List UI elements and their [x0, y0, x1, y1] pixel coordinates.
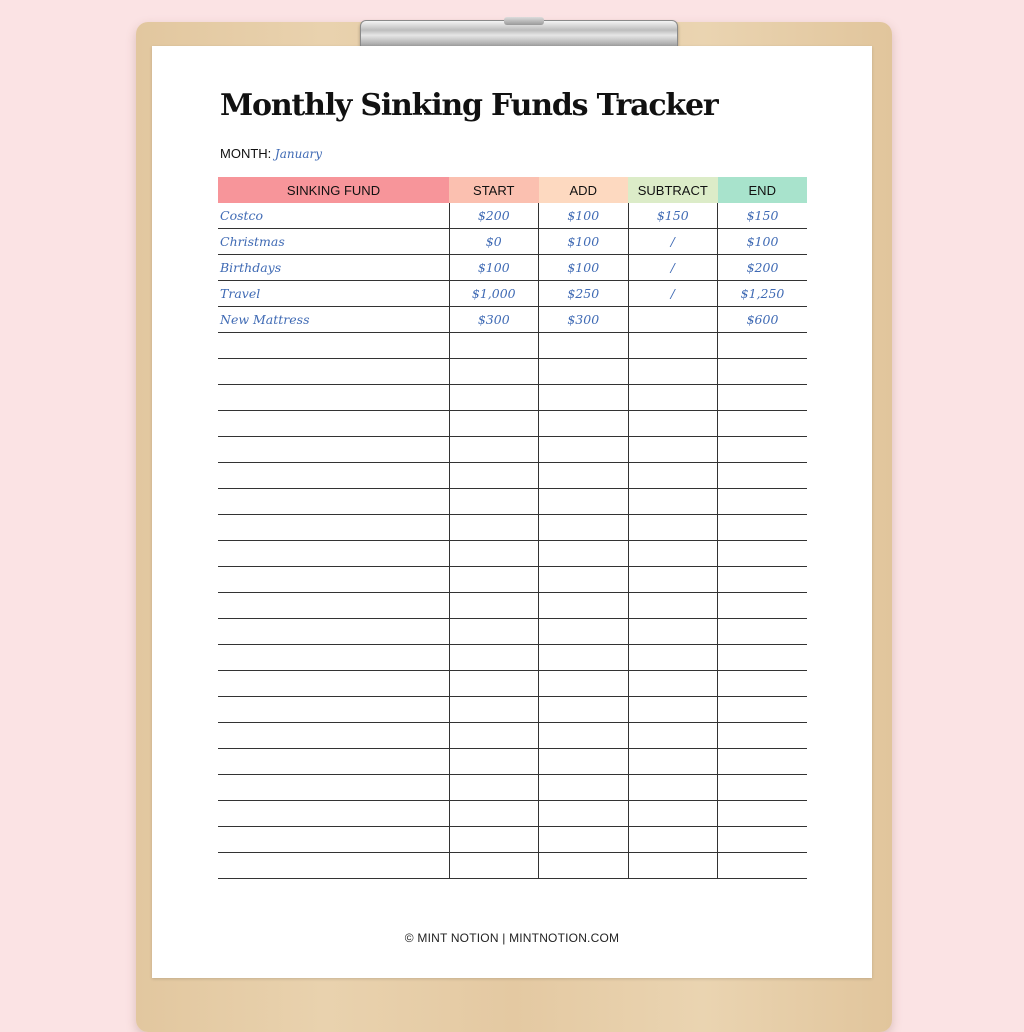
- empty-cell: [449, 411, 539, 437]
- empty-cell: [449, 359, 539, 385]
- empty-cell: [449, 645, 539, 671]
- empty-cell: [449, 437, 539, 463]
- empty-cell: [628, 593, 718, 619]
- empty-cell: [628, 567, 718, 593]
- empty-cell: [718, 723, 808, 749]
- empty-cell: [218, 827, 449, 853]
- header-sinking-fund: SINKING FUND: [218, 177, 449, 203]
- empty-cell: [718, 385, 808, 411]
- month-value: January: [274, 147, 322, 161]
- cell-add: $100: [539, 203, 629, 229]
- empty-cell: [218, 593, 449, 619]
- empty-cell: [718, 567, 808, 593]
- page-title: Monthly Sinking Funds Tracker: [220, 88, 718, 123]
- empty-table-row: [218, 723, 807, 749]
- header-subtract: SUBTRACT: [628, 177, 718, 203]
- empty-table-row: [218, 489, 807, 515]
- empty-cell: [628, 411, 718, 437]
- empty-cell: [539, 463, 629, 489]
- empty-cell: [218, 489, 449, 515]
- empty-cell: [539, 385, 629, 411]
- empty-cell: [449, 489, 539, 515]
- empty-cell: [628, 489, 718, 515]
- empty-cell: [449, 567, 539, 593]
- header-end: END: [718, 177, 808, 203]
- cell-start: $200: [449, 203, 539, 229]
- empty-cell: [628, 671, 718, 697]
- empty-cell: [539, 749, 629, 775]
- empty-cell: [718, 645, 808, 671]
- empty-cell: [628, 853, 718, 879]
- empty-cell: [628, 541, 718, 567]
- empty-cell: [718, 411, 808, 437]
- empty-cell: [218, 619, 449, 645]
- empty-cell: [449, 671, 539, 697]
- empty-cell: [718, 671, 808, 697]
- empty-cell: [218, 359, 449, 385]
- cell-end: $200: [718, 255, 808, 281]
- table-row: [218, 307, 807, 333]
- funds-table: [218, 177, 807, 879]
- cell-fund-name: Travel: [218, 281, 449, 307]
- empty-cell: [628, 775, 718, 801]
- month-row: [220, 146, 322, 161]
- empty-cell: [449, 749, 539, 775]
- empty-cell: [218, 541, 449, 567]
- empty-cell: [218, 515, 449, 541]
- month-label: MONTH:: [220, 146, 272, 161]
- empty-cell: [718, 697, 808, 723]
- empty-cell: [628, 463, 718, 489]
- empty-table-row: [218, 619, 807, 645]
- empty-cell: [449, 853, 539, 879]
- empty-cell: [718, 359, 808, 385]
- empty-cell: [218, 411, 449, 437]
- empty-cell: [539, 515, 629, 541]
- table-row: [218, 229, 807, 255]
- empty-cell: [449, 723, 539, 749]
- cell-end: $100: [718, 229, 808, 255]
- table-row: [218, 203, 807, 229]
- header-start: START: [449, 177, 539, 203]
- cell-add: $300: [539, 307, 629, 333]
- empty-table-row: [218, 541, 807, 567]
- empty-cell: [628, 619, 718, 645]
- empty-table-row: [218, 853, 807, 879]
- empty-cell: [539, 827, 629, 853]
- cell-start: $1,000: [449, 281, 539, 307]
- empty-cell: [718, 333, 808, 359]
- table-row: [218, 281, 807, 307]
- empty-cell: [449, 593, 539, 619]
- empty-cell: [449, 619, 539, 645]
- empty-cell: [628, 645, 718, 671]
- empty-cell: [449, 827, 539, 853]
- table-header-row: [218, 177, 807, 203]
- empty-cell: [218, 333, 449, 359]
- empty-cell: [539, 619, 629, 645]
- empty-table-row: [218, 333, 807, 359]
- empty-cell: [539, 853, 629, 879]
- empty-cell: [218, 671, 449, 697]
- empty-cell: [718, 541, 808, 567]
- empty-cell: [539, 593, 629, 619]
- empty-cell: [628, 515, 718, 541]
- cell-subtract: /: [628, 229, 718, 255]
- empty-table-row: [218, 515, 807, 541]
- cell-end: $600: [718, 307, 808, 333]
- cell-start: $0: [449, 229, 539, 255]
- empty-cell: [539, 723, 629, 749]
- cell-subtract: /: [628, 281, 718, 307]
- empty-cell: [218, 697, 449, 723]
- empty-cell: [539, 775, 629, 801]
- empty-cell: [449, 385, 539, 411]
- empty-cell: [718, 463, 808, 489]
- empty-cell: [628, 697, 718, 723]
- empty-cell: [628, 385, 718, 411]
- cell-add: $250: [539, 281, 629, 307]
- empty-cell: [539, 671, 629, 697]
- cell-fund-name: Costco: [218, 203, 449, 229]
- empty-cell: [628, 723, 718, 749]
- empty-cell: [718, 619, 808, 645]
- empty-table-row: [218, 801, 807, 827]
- empty-cell: [628, 827, 718, 853]
- empty-cell: [718, 749, 808, 775]
- empty-cell: [218, 723, 449, 749]
- empty-cell: [718, 853, 808, 879]
- empty-cell: [449, 541, 539, 567]
- empty-cell: [539, 359, 629, 385]
- empty-cell: [539, 645, 629, 671]
- empty-table-row: [218, 671, 807, 697]
- empty-cell: [218, 853, 449, 879]
- empty-table-row: [218, 697, 807, 723]
- empty-cell: [539, 541, 629, 567]
- empty-cell: [449, 801, 539, 827]
- empty-cell: [449, 463, 539, 489]
- empty-table-row: [218, 827, 807, 853]
- cell-add: $100: [539, 229, 629, 255]
- empty-cell: [218, 463, 449, 489]
- empty-cell: [449, 333, 539, 359]
- empty-cell: [218, 385, 449, 411]
- cell-fund-name: Birthdays: [218, 255, 449, 281]
- empty-cell: [539, 697, 629, 723]
- empty-table-row: [218, 593, 807, 619]
- empty-cell: [539, 567, 629, 593]
- empty-cell: [449, 515, 539, 541]
- empty-cell: [218, 567, 449, 593]
- table-row: [218, 255, 807, 281]
- empty-table-row: [218, 359, 807, 385]
- table-body: [218, 203, 807, 879]
- empty-cell: [218, 801, 449, 827]
- empty-cell: [718, 593, 808, 619]
- cell-end: $1,250: [718, 281, 808, 307]
- tracker-sheet: [152, 46, 872, 978]
- cell-start: $300: [449, 307, 539, 333]
- empty-cell: [628, 437, 718, 463]
- empty-cell: [718, 515, 808, 541]
- empty-table-row: [218, 411, 807, 437]
- cell-fund-name: New Mattress: [218, 307, 449, 333]
- footer-credit: © MINT NOTION | MINTNOTION.COM: [404, 931, 620, 945]
- empty-table-row: [218, 749, 807, 775]
- empty-table-row: [218, 567, 807, 593]
- empty-cell: [718, 827, 808, 853]
- empty-table-row: [218, 463, 807, 489]
- empty-cell: [449, 775, 539, 801]
- empty-cell: [539, 437, 629, 463]
- empty-cell: [628, 801, 718, 827]
- empty-cell: [718, 775, 808, 801]
- empty-cell: [628, 749, 718, 775]
- empty-cell: [718, 801, 808, 827]
- cell-fund-name: Christmas: [218, 229, 449, 255]
- empty-table-row: [218, 775, 807, 801]
- empty-table-row: [218, 645, 807, 671]
- empty-cell: [218, 775, 449, 801]
- empty-cell: [539, 489, 629, 515]
- empty-cell: [628, 359, 718, 385]
- empty-cell: [539, 333, 629, 359]
- empty-table-row: [218, 385, 807, 411]
- cell-subtract: $150: [628, 203, 718, 229]
- cell-subtract: [628, 307, 718, 333]
- empty-cell: [449, 697, 539, 723]
- empty-table-row: [218, 437, 807, 463]
- cell-end: $150: [718, 203, 808, 229]
- empty-cell: [718, 489, 808, 515]
- header-add: ADD: [539, 177, 629, 203]
- cell-add: $100: [539, 255, 629, 281]
- empty-cell: [539, 801, 629, 827]
- clipboard-clip-knob: [504, 17, 544, 25]
- cell-start: $100: [449, 255, 539, 281]
- cell-subtract: /: [628, 255, 718, 281]
- empty-cell: [218, 437, 449, 463]
- empty-cell: [218, 749, 449, 775]
- empty-cell: [718, 437, 808, 463]
- empty-cell: [218, 645, 449, 671]
- empty-cell: [539, 411, 629, 437]
- empty-cell: [628, 333, 718, 359]
